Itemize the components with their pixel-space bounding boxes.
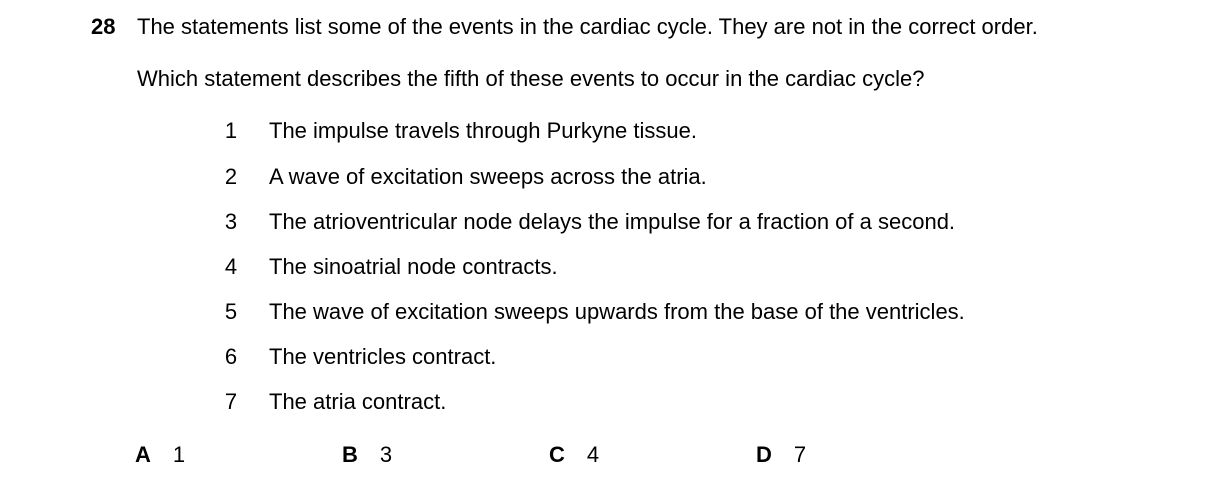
option-value: 1 xyxy=(172,442,186,467)
option-letter: B xyxy=(342,442,358,467)
statement-text: The ventricles contract. xyxy=(269,344,497,369)
option-d[interactable] xyxy=(756,442,806,468)
statement-text: The atria contract. xyxy=(269,389,447,414)
question-number: 28 xyxy=(91,14,116,39)
statement-text: A wave of excitation sweeps across the atria. xyxy=(269,164,707,189)
question-prompt: Which statement describes the fifth of these events to occur in the cardiac cycle? xyxy=(137,66,925,91)
statement-number: 5 xyxy=(224,299,238,324)
option-value: 4 xyxy=(586,442,600,467)
option-value: 7 xyxy=(793,442,807,467)
statement-number: 3 xyxy=(224,209,238,234)
option-value: 3 xyxy=(379,442,393,467)
option-b[interactable] xyxy=(342,442,392,468)
statement-number: 4 xyxy=(224,254,238,279)
option-letter: D xyxy=(756,442,772,467)
statement-text: The sinoatrial node contracts. xyxy=(269,254,558,279)
statement-number: 2 xyxy=(224,164,238,189)
statement-text: The impulse travels through Purkyne tissue. xyxy=(269,118,697,143)
statement-number: 6 xyxy=(224,344,238,369)
statement-text: The wave of excitation sweeps upwards from the base of the ventricles. xyxy=(269,299,965,324)
option-letter: A xyxy=(135,442,151,467)
statement-number: 1 xyxy=(224,118,238,143)
option-c[interactable] xyxy=(549,442,599,468)
option-a[interactable] xyxy=(135,442,185,468)
statement-text: The atrioventricular node delays the impulse for a fraction of a second. xyxy=(269,209,956,234)
option-letter: C xyxy=(549,442,565,467)
statement-number: 7 xyxy=(224,389,238,414)
question-stem: The statements list some of the events in the cardiac cycle. They are not in the correct order. xyxy=(137,14,1038,39)
